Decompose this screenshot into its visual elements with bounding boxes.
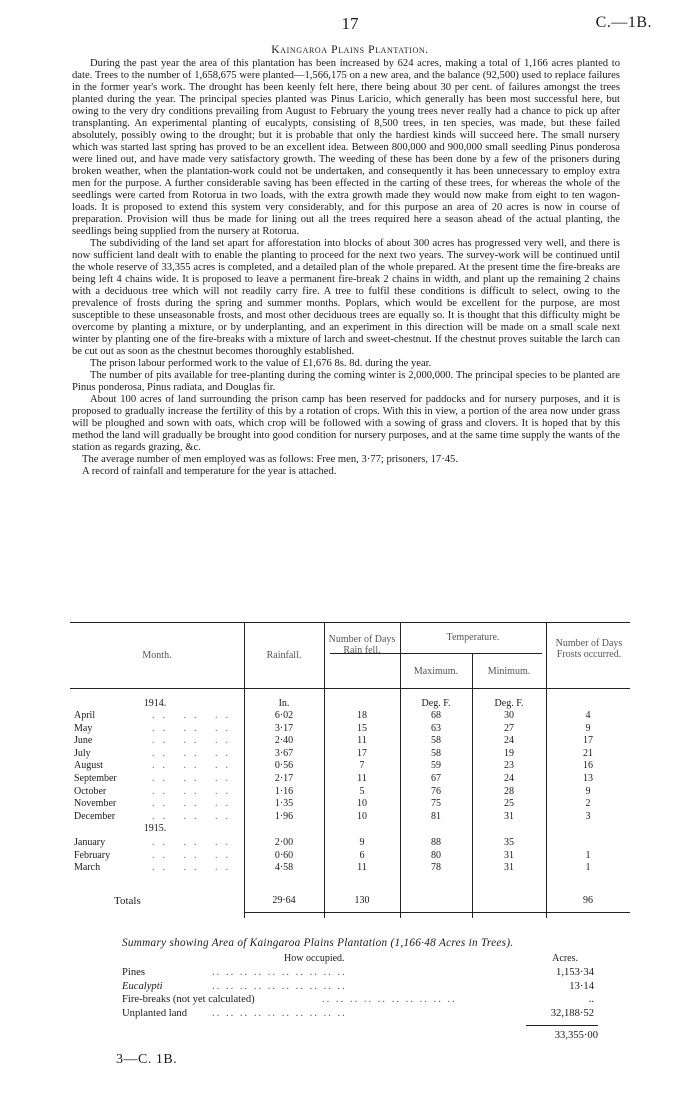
table-rule-totals xyxy=(244,912,630,913)
month-cell: October xyxy=(74,785,107,797)
minimum-cell: 24 xyxy=(504,735,514,747)
leader-dots: .. .. .. xyxy=(152,849,236,861)
leader-dots: .. .. .. xyxy=(152,710,236,721)
days-rain-cell: 11 xyxy=(357,862,367,874)
minimum-cell: 31 xyxy=(504,810,514,822)
totals-rainfall: 29·64 xyxy=(272,895,296,906)
summary-row xyxy=(122,967,598,980)
header-temperature: Temperature. xyxy=(446,632,500,643)
days-rain-cell: 6 xyxy=(359,849,365,861)
summary-row-value: 32,188·52 xyxy=(550,1007,594,1019)
month-cell: August xyxy=(74,760,103,772)
summary-total: 33,355·00 xyxy=(554,1030,598,1041)
days-rain-cell: 15 xyxy=(357,722,367,734)
summary-col-value: Acres. xyxy=(552,953,578,964)
maximum-cell: 80 xyxy=(431,849,441,861)
leader-dots: .. .. .. xyxy=(152,798,236,810)
frosts-cell: 9 xyxy=(585,785,591,797)
year-label: 1914. xyxy=(143,698,167,709)
header-minimum: Minimum. xyxy=(487,666,531,677)
days-rain-cell: 7 xyxy=(359,760,365,772)
days-rain-cell: 11 xyxy=(357,773,367,784)
minimum-cell: 24 xyxy=(504,773,514,784)
summary-row xyxy=(122,994,598,1007)
paragraph: The prison labour performed work to the value of £1,676 8s. 8d. during the year. xyxy=(90,358,432,369)
totals-days: 130 xyxy=(354,895,370,906)
month-cell: June xyxy=(74,735,93,747)
frosts-cell: 9 xyxy=(585,722,591,734)
leader-dots: .. .. .. xyxy=(152,773,236,784)
header-rainfall: Rainfall. xyxy=(266,650,302,661)
summary-row-value: 1,153·34 xyxy=(556,967,594,978)
maximum-cell: 76 xyxy=(431,785,441,797)
summary-row-value: 13·14 xyxy=(569,980,594,992)
rainfall-cell: 2·00 xyxy=(274,837,294,848)
rainfall-cell: 4·58 xyxy=(274,862,294,874)
days-rain-cell: 11 xyxy=(357,735,367,747)
maximum-cell: 75 xyxy=(431,798,441,810)
year-label: 1915. xyxy=(143,823,167,835)
summary-row-label: Unplanted land xyxy=(122,1007,188,1019)
days-rain-cell: 5 xyxy=(359,785,365,797)
maximum-cell: 68 xyxy=(431,710,441,721)
maximum-cell: 67 xyxy=(431,773,441,784)
leader-dots: .. .. .. xyxy=(152,785,236,797)
month-cell: September xyxy=(74,773,117,784)
summary-row-label: Pines xyxy=(122,967,145,978)
frosts-cell: 1 xyxy=(585,862,591,874)
maximum-cell: 59 xyxy=(431,760,441,772)
month-cell: March xyxy=(74,862,101,874)
frosts-cell: 1 xyxy=(585,849,591,861)
leader-dots: .. .. .. xyxy=(152,760,236,772)
totals-frosts: 96 xyxy=(583,895,593,906)
unit-rainfall: In. xyxy=(278,698,290,709)
area-summary xyxy=(122,937,602,1041)
unit-minimum: Deg. F. xyxy=(494,698,524,709)
body-text xyxy=(72,58,620,478)
leader-dots: .. .. .. .. .. .. .. .. .. .. xyxy=(212,1007,347,1019)
leader-dots: .. .. .. xyxy=(152,862,236,874)
maximum-cell: 58 xyxy=(431,747,441,759)
frosts-cell: 4 xyxy=(585,710,591,721)
rainfall-cell: 1·96 xyxy=(274,810,294,822)
maximum-cell: 81 xyxy=(431,810,441,822)
month-cell: November xyxy=(74,798,117,810)
header-month: Month. xyxy=(142,650,172,661)
month-cell: February xyxy=(74,849,111,861)
section-title: Kaingaroa Plains Plantation. xyxy=(271,44,429,56)
summary-title: Summary showing Area of Kaingaroa Plains Plantation (1,166·48 Acres in Trees). xyxy=(122,937,514,949)
maximum-cell: 88 xyxy=(431,837,441,848)
month-cell: January xyxy=(74,837,106,848)
leader-dots: .. .. .. xyxy=(152,810,236,822)
paragraph: The subdividing of the land set apart for afforestation into blocks of about 300 acres has progressed very well, and there is now sufficient land dealt with to enable the planting to proceed for the next two years. The survey-work will be continued until the whole reserve of 33,355 acres is completed, and a detailed plan of the whole prepared. At the present time the fire-breaks are being left 4 chains wide. It is proposed to leave a permanent fire-break 2 chains in width, and plant up the remaining 2 chains with a deciduous tree which will not readily carry fire. A tree to fulfil these conditions is difficult to select, owing to the prevalence of frosts during the spring and summer months. Poplars, which would be excellent for the purpose, are most susceptible to these unseasonable frosts, and most other deciduous trees are equally so. It is thought that this difficulty might be overcome by planting a mixture, or by underplanting, and an experiment in this direction will be made on a small scale next winter by planting one of the fire-breaks with a mixture of larch and sweet-chestnut. If the chestnut proves suitable the larch can be cut out as soon as the chestnut becomes thoroughly established. xyxy=(72,238,620,357)
maximum-cell: 63 xyxy=(431,722,441,734)
days-rain-cell: 18 xyxy=(357,710,367,721)
page-number: 17 xyxy=(341,14,359,33)
totals-label: Totals xyxy=(114,895,141,907)
days-rain-cell: 10 xyxy=(357,810,367,822)
summary-row-label: Eucalypti xyxy=(122,980,163,992)
summary-row xyxy=(122,981,598,994)
unit-maximum: Deg. F. xyxy=(421,698,451,709)
leader-dots: .. .. .. xyxy=(152,735,236,747)
paragraph: About 100 acres of land surrounding the prison camp has been reserved for paddocks and for nursery purposes, and it is proposed to gradually increase the fertility of this by a rotation of crops. With this in view, a portion of the area now under grass will be ploughed and sown with oats, which crop will be followed with a sowing of grass and clovers. It is hoped that by this method the land will gradually be brought into good condition for nursery purposes, and at the same time supply the wants of the station as regards grazing, &c. xyxy=(72,394,620,453)
header-days-rain: Number of Days Rain fell. xyxy=(328,634,396,656)
minimum-cell: 28 xyxy=(504,785,514,797)
minimum-cell: 25 xyxy=(504,798,514,810)
paragraph: The average number of men employed was as follows: Free men, 3·77; prisoners, 17·45. xyxy=(82,454,458,465)
minimum-cell: 19 xyxy=(504,747,514,759)
paragraph: During the past year the area of this plantation has been increased by 624 acres, making a total of 1,166 acres planted to date. Trees to the number of 1,658,675 were planted—1,566,175 on a new area, and the balance (92,500) used to replace failures in the former year's work. The drought has been keenly felt here, there being about 30 per cent. of failures amongst the trees planted during the year. The principal species planted was Pinus Laricio, which generally has been most successful here, but owing to the very dry conditions prevailing from August to February the young trees never really had a chance to pick up after transplanting. An experimental planting of eucalypts, consisting of 8,500 trees, in ten species, was made, but these failed absolutely, possibly owing to the drought; but it is probable that only the hardiest kinds will succeed here. The small nursery which was started last spring has proved to be an excellent idea. Between 800,000 and 900,000 small seedling Pinus ponderosa were lined out, and have made very satisfactory growth. The weeding of these has been done by a few of the prisoners during broken weather, when the plantation-work could not be undertaken, and consequently it has been unnecessary to employ extra men for the purpose. A further considerable saving has been effected in the carting of these trees, for whereas the whole of the seedlings were carted from Rotorua in two loads, with the extra growth made they would now make from eight to ten wagon-loads. It is proposed to extend this system very considerably, and for this purpose an area of 20 acres is now in course of preparation. Provision will thus be made for lining out all the trees required here a season ahead of the actual planting, the seedlings being supplied from the nursery at Rotorua. xyxy=(72,58,620,237)
leader-dots: .. .. .. xyxy=(152,747,236,759)
days-rain-cell: 10 xyxy=(357,798,367,810)
leader-dots: .. .. .. xyxy=(152,722,236,734)
days-rain-cell: 17 xyxy=(357,747,367,759)
rainfall-cell: 0·56 xyxy=(274,760,294,772)
rainfall-cell: 1·16 xyxy=(274,785,294,797)
frosts-cell: 3 xyxy=(585,810,591,822)
frosts-cell: 21 xyxy=(583,747,593,759)
header-maximum: Maximum. xyxy=(413,666,459,677)
month-cell: July xyxy=(74,747,91,759)
maximum-cell: 58 xyxy=(431,735,441,747)
rainfall-cell: 3·67 xyxy=(274,747,294,759)
rainfall-cell: 2·40 xyxy=(274,735,294,747)
summary-total-rule xyxy=(526,1025,598,1026)
summary-row-label: Fire-breaks (not yet calculated) xyxy=(122,994,255,1005)
leader-dots: .. .. .. .. .. .. .. .. .. .. xyxy=(212,980,347,992)
minimum-cell: 27 xyxy=(504,722,514,734)
frosts-cell: 17 xyxy=(583,735,593,747)
rainfall-cell: 2·17 xyxy=(274,773,294,784)
summary-row xyxy=(122,1008,598,1021)
summary-col-label: How occupied. xyxy=(284,953,345,964)
leader-dots: .. .. .. .. .. .. .. .. .. .. xyxy=(212,967,347,978)
frosts-cell: 13 xyxy=(583,773,593,784)
leader-dots: .. .. .. xyxy=(152,837,236,848)
rainfall-cell: 6·02 xyxy=(274,710,294,721)
month-cell: December xyxy=(74,810,116,822)
maximum-cell: 78 xyxy=(431,862,441,874)
month-cell: May xyxy=(74,722,93,734)
rainfall-cell: 0·60 xyxy=(274,849,294,861)
frosts-cell: 2 xyxy=(585,798,591,810)
rainfall-cell: 1·35 xyxy=(274,798,294,810)
rainfall-cell: 3·17 xyxy=(274,722,294,734)
frosts-cell: 16 xyxy=(583,760,593,772)
minimum-cell: 23 xyxy=(504,760,514,772)
paragraph: The number of pits available for tree-planting during the coming winter is 2,000,000. The principal species to be planted are Pinus ponderosa, Pinus radiata, and Douglas fir. xyxy=(72,370,620,393)
minimum-cell: 30 xyxy=(504,710,514,721)
document-reference: C.—1B. xyxy=(595,14,652,31)
minimum-cell: 31 xyxy=(504,849,514,861)
summary-row-value: .. xyxy=(588,994,594,1005)
header-frosts: Number of Days Frosts occurred. xyxy=(555,638,623,660)
month-cell: April xyxy=(74,710,96,721)
footer-reference: 3—C. 1B. xyxy=(116,1052,178,1067)
minimum-cell: 35 xyxy=(504,837,514,848)
minimum-cell: 31 xyxy=(504,862,514,874)
paragraph: A record of rainfall and temperature for the year is attached. xyxy=(82,466,337,477)
days-rain-cell: 9 xyxy=(359,837,365,848)
leader-dots: .. .. .. .. .. .. .. .. .. .. xyxy=(322,994,457,1005)
